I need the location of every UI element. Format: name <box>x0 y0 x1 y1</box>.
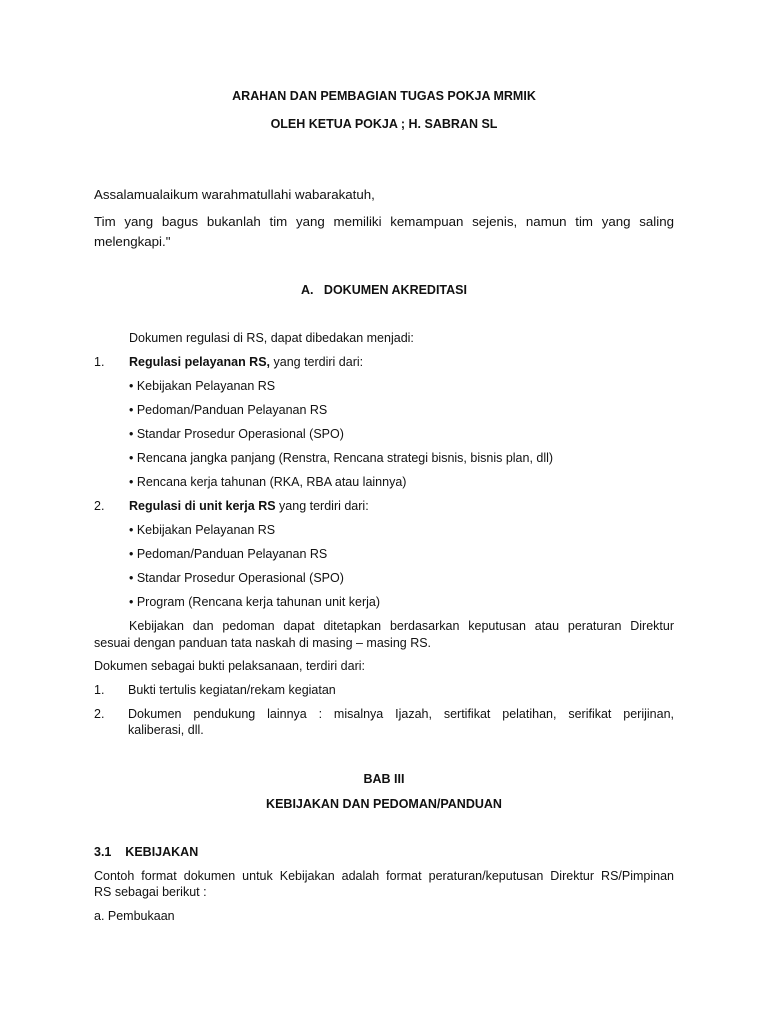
policy-paragraph-line-1: Kebijakan dan pedoman dapat ditetapkan berdasarkan keputusan atau peraturan Direktur <box>129 619 674 633</box>
bullet-item: • Pedoman/Panduan Pelayanan RS <box>129 403 328 417</box>
evidence-heading: Dokumen sebagai bukti pelaksanaan, terdiri dari: <box>94 659 365 673</box>
doc-title: ARAHAN DAN PEMBAGIAN TUGAS POKJA MRMIK <box>232 89 536 103</box>
list-item-1-number: 1. <box>94 355 105 369</box>
bullet-item: • Rencana jangka panjang (Renstra, Rencana strategi bisnis, bisnis plan, dll) <box>129 451 554 465</box>
greeting: Assalamualaikum warahmatullahi wabarakatuh, <box>94 187 375 202</box>
subsection-title: KEBIJAKAN <box>125 845 199 859</box>
chapter-label: BAB III <box>363 772 405 786</box>
bullet-item: • Program (Rencana kerja tahunan unit kerja) <box>129 595 381 609</box>
bullet-item: • Kebijakan Pelayanan RS <box>129 379 276 393</box>
section-a-title: DOKUMEN AKREDITASI <box>323 283 467 297</box>
evidence-item-2-number: 2. <box>94 707 105 721</box>
list-item-1-bold: Regulasi pelayanan RS, <box>129 355 271 369</box>
evidence-item-1-text: Bukti tertulis kegiatan/rekam kegiatan <box>128 683 336 697</box>
doc-subtitle: OLEH KETUA POKJA ; H. SABRAN SL <box>270 117 498 131</box>
list-item-2-bold: Regulasi di unit kerja RS <box>129 499 276 513</box>
evidence-item-2-text-cont: kaliberasi, dll. <box>128 723 204 737</box>
quote-line-1: Tim yang bagus bukanlah tim yang memiliki kemampuan sejenis, namun tim yang saling <box>94 214 674 229</box>
list-item-2-number: 2. <box>94 499 105 513</box>
bullet-item: • Pedoman/Panduan Pelayanan RS <box>129 547 328 561</box>
bullet-item: • Rencana kerja tahunan (RKA, RBA atau lainnya) <box>129 475 407 489</box>
section-a-heading <box>0 283 768 297</box>
subsection-item-a: a. Pembukaan <box>94 909 175 923</box>
subsection-number: 3.1 <box>94 845 112 859</box>
bullet-item: • Kebijakan Pelayanan RS <box>129 523 276 537</box>
list-item-1-text <box>129 355 363 369</box>
subsection-heading <box>94 845 198 859</box>
subsection-line-2: RS sebagai berikut : <box>94 885 207 899</box>
evidence-item-2-text: Dokumen pendukung lainnya : misalnya Ijazah, sertifikat pelatihan, serifikat perijinan, <box>128 707 674 721</box>
subsection-line-1: Contoh format dokumen untuk Kebijakan adalah format peraturan/keputusan Direktur RS/Pimpinan <box>94 869 674 883</box>
list-item-2-rest: yang terdiri dari: <box>275 499 369 513</box>
evidence-item-1-number: 1. <box>94 683 105 697</box>
list-item-2-text <box>129 499 369 513</box>
list-item-1-rest: yang terdiri dari: <box>270 355 364 369</box>
section-a-intro: Dokumen regulasi di RS, dapat dibedakan menjadi: <box>129 331 414 345</box>
chapter-title: KEBIJAKAN DAN PEDOMAN/PANDUAN <box>266 797 502 811</box>
policy-paragraph-line-2: sesuai dengan panduan tata naskah di masing – masing RS. <box>94 636 432 650</box>
section-a-marker: A. <box>301 283 314 297</box>
quote-line-2: melengkapi." <box>94 234 171 249</box>
bullet-item: • Standar Prosedur Operasional (SPO) <box>129 427 344 441</box>
bullet-item: • Standar Prosedur Operasional (SPO) <box>129 571 344 585</box>
